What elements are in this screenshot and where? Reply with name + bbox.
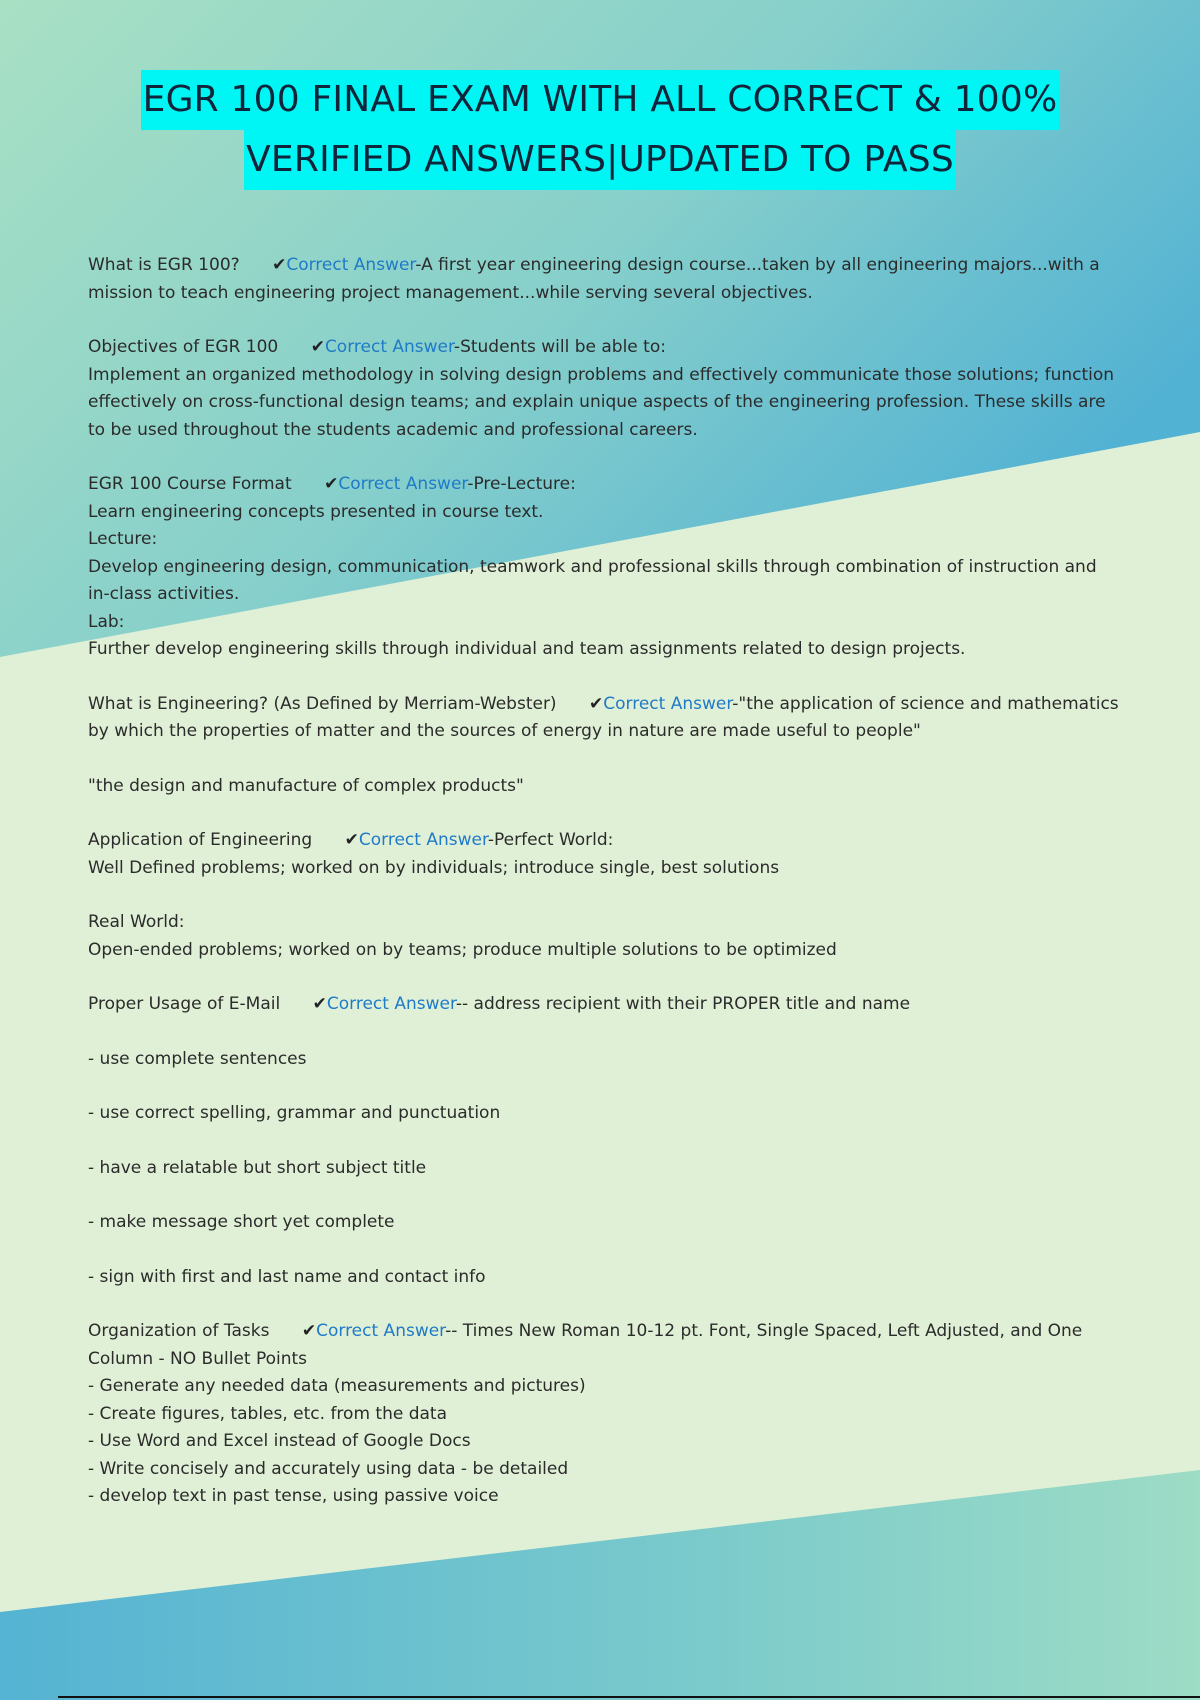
answer-line: Further develop engineering skills through individual and team assignments related to design projects.	[88, 639, 966, 659]
correct-answer-label: Correct Answer	[358, 830, 488, 850]
question-text: Proper Usage of E-Mail	[88, 994, 281, 1014]
correct-answer-label: Correct Answer	[603, 693, 733, 714]
answer-paragraph: - make message short yet complete	[88, 1212, 395, 1232]
qa-item	[88, 334, 1120, 444]
answer-paragraph: "the design and manufacture of complex products"	[88, 775, 524, 796]
title-line-2: VERIFIED ANSWERS|UPDATED TO PASS	[244, 130, 956, 190]
answer-line: - Generate any needed data (measurements and pictures)	[88, 1376, 586, 1396]
answer-line: Learn engineering concepts presented in course text.	[88, 501, 544, 522]
title-line-1: EGR 100 FINAL EXAM WITH ALL CORRECT & 100%	[141, 70, 1060, 130]
answer-text: Perfect World:	[494, 830, 614, 850]
answer-line: - Write concisely and accurately using data - be detailed	[88, 1458, 569, 1479]
answer-paragraph: - sign with first and last name and contact info	[88, 1266, 486, 1287]
qa-item	[88, 252, 1120, 307]
qa-first-line: Application of Engineering ✔Correct Answer-Perfect World:	[88, 830, 614, 850]
qa-item	[88, 471, 1120, 664]
check-icon: ✔	[589, 693, 604, 714]
answer-paragraph: - have a relatable but short subject title	[88, 1157, 427, 1178]
check-icon: ✔	[272, 255, 287, 275]
question-text: EGR 100 Course Format	[88, 474, 292, 494]
answer-line: Implement an organized methodology in solving design problems and effectively communicate those solutions; function effectively on cross-functional design teams; and explain unique aspects of the engineering profession. These skills are to be used throughout the students academic and professional careers.	[88, 364, 1115, 440]
answer-line: Well Defined problems; worked on by individuals; introduce single, best solutions	[88, 857, 780, 878]
qa-first-line: EGR 100 Course Format ✔Correct Answer-Pre-Lecture:	[88, 474, 576, 494]
answer-line: Open-ended problems; worked on by teams; produce multiple solutions to be optimized	[88, 939, 837, 960]
answer-line: Lecture:	[88, 529, 158, 549]
check-icon: ✔	[301, 1321, 317, 1341]
correct-answer-label: Correct Answer	[316, 1321, 446, 1341]
answer-line: - develop text in past tense, using passive voice	[88, 1486, 499, 1506]
answer-text: Pre-Lecture:	[473, 474, 576, 494]
answer-lines	[88, 1373, 1120, 1511]
check-icon: ✔	[312, 994, 327, 1014]
answer-lines	[88, 855, 1120, 883]
answer-paragraph: - use correct spelling, grammar and punctuation	[88, 1103, 501, 1123]
answer-line: Lab:	[88, 611, 125, 632]
answer-lines	[88, 499, 1120, 664]
correct-answer-label: Correct Answer	[324, 337, 454, 357]
correct-answer-label: Correct Answer	[338, 474, 468, 494]
check-icon: ✔	[310, 337, 325, 357]
qa-item	[88, 827, 1120, 964]
qa-item	[88, 991, 1120, 1291]
answer-text: "the application of science and mathematics by which the properties of matter and the sources of energy in nature are made useful to people"	[88, 693, 1119, 741]
correct-answer-label: Correct Answer	[286, 255, 416, 275]
answer-line: Real World:	[88, 912, 185, 932]
qa-content	[88, 252, 1120, 1538]
question-text: What is EGR 100?	[88, 255, 240, 275]
qa-first-line: Proper Usage of E-Mail ✔Correct Answer-- address recipient with their PROPER title and name	[88, 994, 911, 1014]
answer-paragraph	[88, 909, 1120, 964]
check-icon: ✔	[344, 830, 359, 850]
answer-line: Develop engineering design, communication, teamwork and professional skills through combination of instruction and in-class activities.	[88, 556, 1097, 604]
question-text: Organization of Tasks	[88, 1321, 270, 1341]
answer-line: - Create figures, tables, etc. from the data	[88, 1403, 448, 1424]
check-icon: ✔	[324, 474, 339, 494]
answer-line: - Use Word and Excel instead of Google Docs	[88, 1431, 471, 1451]
question-text: Objectives of EGR 100	[88, 337, 279, 357]
correct-answer-label: Correct Answer	[326, 994, 456, 1014]
answer-text: - address recipient with their PROPER title and name	[462, 994, 911, 1014]
question-text: Application of Engineering	[88, 830, 313, 850]
answer-text: A first year engineering design course...taken by all engineering majors...with a mission to teach engineering project management...while serving several objectives.	[88, 255, 1100, 303]
answer-lines	[88, 362, 1120, 445]
question-text: What is Engineering? (As Defined by Merriam-Webster)	[88, 693, 557, 714]
answer-text: - Times New Roman 10-12 pt. Font, Single Spaced, Left Adjusted, and One Column - NO Bullet Points	[88, 1321, 1083, 1369]
qa-first-line: Organization of Tasks ✔Correct Answer-- Times New Roman 10-12 pt. Font, Single Spaced, Left Adjusted, and One Column - NO Bullet Points	[88, 1321, 1083, 1369]
document-title	[40, 70, 1160, 190]
footer-rule	[58, 1696, 1200, 1698]
qa-first-line: Objectives of EGR 100 ✔Correct Answer-Students will be able to:	[88, 337, 666, 357]
answer-text: Students will be able to:	[460, 337, 666, 357]
qa-first-line: What is Engineering? (As Defined by Merriam-Webster) ✔Correct Answer-"the application of science and mathematics by which the properties of matter and the sources of energy in nature are made useful to people"	[88, 693, 1119, 741]
answer-paragraph: - use complete sentences	[88, 1048, 307, 1069]
qa-first-line: What is EGR 100? ✔Correct Answer-A first year engineering design course...taken by all engineering majors...with a mission to teach engineering project management...while serving several objectives.	[88, 255, 1100, 303]
qa-item	[88, 691, 1120, 801]
qa-item	[88, 1318, 1120, 1511]
